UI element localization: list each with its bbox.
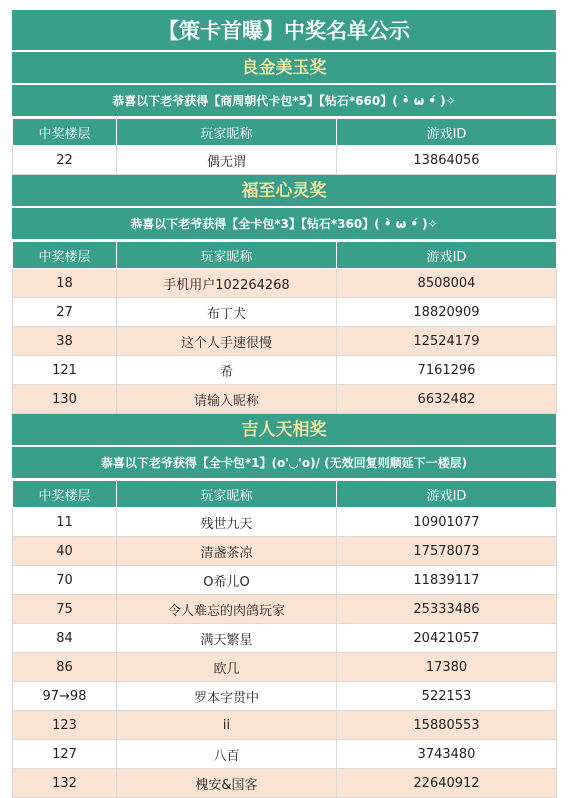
cell-game-id: 18820909 bbox=[337, 298, 557, 327]
cell-nickname: 欧几 bbox=[117, 653, 337, 682]
award-note: 恭喜以下老爷获得【商周朝代卡包*5】【钻石*660】( •̀ ω •́ )✧ bbox=[12, 85, 556, 118]
winner-table bbox=[12, 241, 557, 414]
cell-nickname: 希 bbox=[117, 356, 337, 385]
cell-floor: 84 bbox=[13, 624, 117, 653]
column-header-game-id: 游戏ID bbox=[337, 242, 557, 269]
table-row bbox=[13, 356, 557, 385]
cell-game-id: 12524179 bbox=[337, 327, 557, 356]
cell-game-id: 13864056 bbox=[337, 146, 557, 175]
award-note: 恭喜以下老爷获得【全卡包*3】【钻石*360】( •̀ ω •́ )✧ bbox=[12, 208, 556, 241]
cell-floor: 22 bbox=[13, 146, 117, 175]
cell-floor: 75 bbox=[13, 595, 117, 624]
award-title: 良金美玉奖 bbox=[12, 52, 556, 85]
table-header-row bbox=[13, 119, 557, 146]
cell-game-id: 15880553 bbox=[337, 711, 557, 740]
cell-game-id: 3743480 bbox=[337, 740, 557, 769]
cell-nickname: 令人难忘的肉鸽玩家 bbox=[117, 595, 337, 624]
cell-nickname: 八百 bbox=[117, 740, 337, 769]
cell-nickname: ii bbox=[117, 711, 337, 740]
table-row bbox=[13, 624, 557, 653]
award-title: 福至心灵奖 bbox=[12, 175, 556, 208]
cell-game-id: 25333486 bbox=[337, 595, 557, 624]
table-row bbox=[13, 385, 557, 414]
cell-nickname: 布丁犬 bbox=[117, 298, 337, 327]
table-row bbox=[13, 711, 557, 740]
column-header-game-id: 游戏ID bbox=[337, 481, 557, 508]
cell-floor: 70 bbox=[13, 566, 117, 595]
cell-game-id: 6632482 bbox=[337, 385, 557, 414]
cell-floor: 121 bbox=[13, 356, 117, 385]
cell-nickname: 残世九天 bbox=[117, 508, 337, 537]
cell-nickname: 满天繁星 bbox=[117, 624, 337, 653]
cell-floor: 97→98 bbox=[13, 682, 117, 711]
cell-nickname: 清盏茶凉 bbox=[117, 537, 337, 566]
table-row bbox=[13, 537, 557, 566]
cell-game-id: 7161296 bbox=[337, 356, 557, 385]
winner-list-sheet bbox=[12, 10, 556, 798]
table-row bbox=[13, 653, 557, 682]
table-row bbox=[13, 298, 557, 327]
cell-nickname: 请输入昵称 bbox=[117, 385, 337, 414]
winner-table bbox=[12, 118, 557, 175]
cell-floor: 86 bbox=[13, 653, 117, 682]
cell-game-id: 8508004 bbox=[337, 269, 557, 298]
column-header-floor: 中奖楼层 bbox=[13, 481, 117, 508]
cell-floor: 38 bbox=[13, 327, 117, 356]
column-header-floor: 中奖楼层 bbox=[13, 119, 117, 146]
column-header-nickname: 玩家昵称 bbox=[117, 481, 337, 508]
table-row bbox=[13, 327, 557, 356]
table-row bbox=[13, 595, 557, 624]
cell-floor: 18 bbox=[13, 269, 117, 298]
column-header-floor: 中奖楼层 bbox=[13, 242, 117, 269]
cell-floor: 27 bbox=[13, 298, 117, 327]
table-row bbox=[13, 769, 557, 798]
page-title: 【策卡首曝】中奖名单公示 bbox=[12, 10, 556, 52]
cell-nickname: 手机用户102264268 bbox=[117, 269, 337, 298]
table-header-row bbox=[13, 242, 557, 269]
table-row bbox=[13, 146, 557, 175]
table-row bbox=[13, 682, 557, 711]
cell-game-id: 20421057 bbox=[337, 624, 557, 653]
cell-game-id: 17380 bbox=[337, 653, 557, 682]
award-title: 吉人天相奖 bbox=[12, 414, 556, 447]
cell-nickname: O希儿O bbox=[117, 566, 337, 595]
cell-nickname: 这个人手速很慢 bbox=[117, 327, 337, 356]
column-header-nickname: 玩家昵称 bbox=[117, 119, 337, 146]
cell-game-id: 522153 bbox=[337, 682, 557, 711]
column-header-nickname: 玩家昵称 bbox=[117, 242, 337, 269]
award-note: 恭喜以下老爷获得【全卡包*1】(o'◡'o)/ (无效回复则顺延下一楼层) bbox=[12, 447, 556, 480]
table-row bbox=[13, 269, 557, 298]
cell-nickname: 罗本字贯中 bbox=[117, 682, 337, 711]
table-header-row bbox=[13, 481, 557, 508]
cell-floor: 123 bbox=[13, 711, 117, 740]
winner-table bbox=[12, 480, 557, 798]
cell-floor: 127 bbox=[13, 740, 117, 769]
cell-floor: 11 bbox=[13, 508, 117, 537]
cell-floor: 132 bbox=[13, 769, 117, 798]
cell-nickname: 偶无谓 bbox=[117, 146, 337, 175]
table-row bbox=[13, 508, 557, 537]
cell-nickname: 槐安&国客 bbox=[117, 769, 337, 798]
cell-game-id: 10901077 bbox=[337, 508, 557, 537]
cell-game-id: 17578073 bbox=[337, 537, 557, 566]
table-row bbox=[13, 740, 557, 769]
cell-game-id: 22640912 bbox=[337, 769, 557, 798]
cell-game-id: 11839117 bbox=[337, 566, 557, 595]
column-header-game-id: 游戏ID bbox=[337, 119, 557, 146]
cell-floor: 40 bbox=[13, 537, 117, 566]
table-row bbox=[13, 566, 557, 595]
cell-floor: 130 bbox=[13, 385, 117, 414]
